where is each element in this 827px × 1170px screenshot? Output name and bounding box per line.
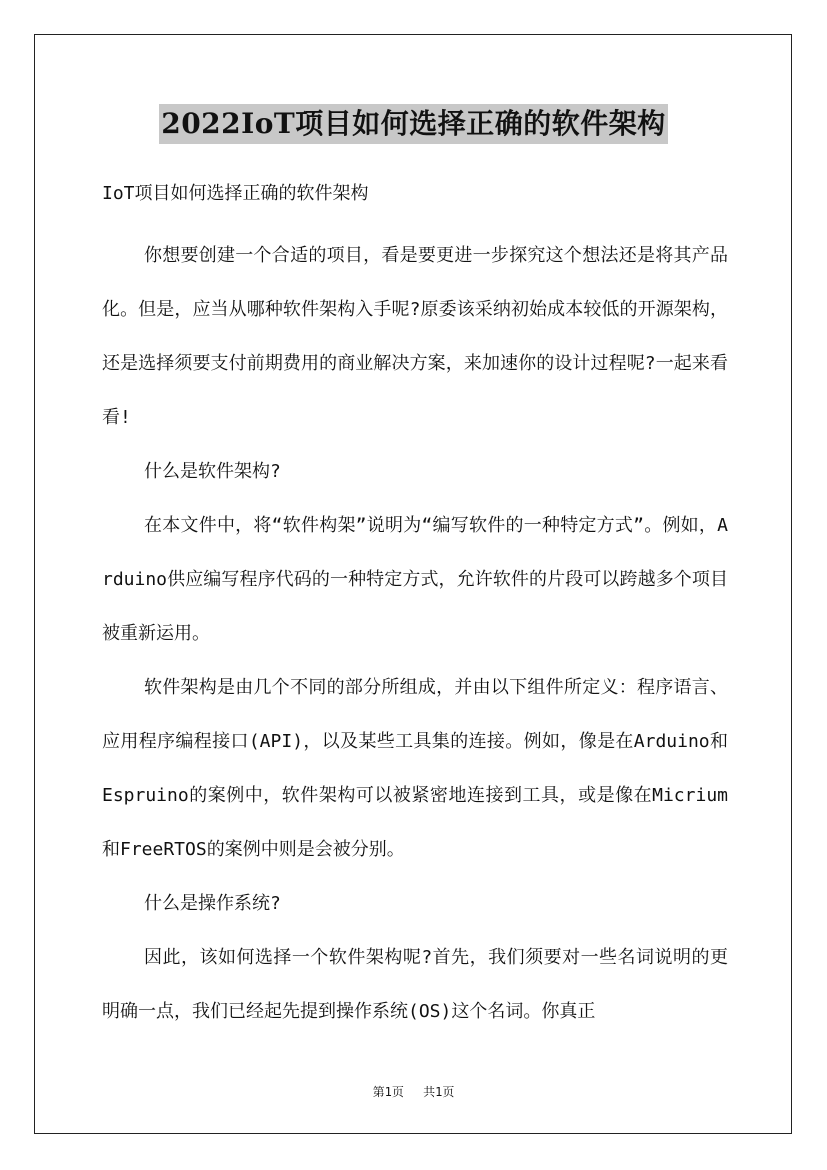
title-container xyxy=(0,104,827,144)
paragraph: 在本文件中，将“软件构架”说明为“编写软件的一种特定方式”。例如，Arduino供应编写程序代码的一种特定方式，允许软件的片段可以跨越多个项目被重新运用。 xyxy=(102,515,728,644)
paragraph: 你想要创建一个合适的项目，看是要更进一步探究这个想法还是将其产品化。但是，应当从哪种软件架构入手呢?原委该采纳初始成本较低的开源架构，还是选择须要支付前期费用的商业解决方案，来加速你的设计过程呢?一起来看看! xyxy=(102,245,728,428)
page-footer xyxy=(0,1083,827,1101)
document-title: 2022IoT项目如何选择正确的软件架构 xyxy=(159,104,668,144)
paragraph: 软件架构是由几个不同的部分所组成，并由以下组件所定义：程序语言、应用程序编程接口(API)，以及某些工具集的连接。例如，像是在Arduino和Espruino的案例中，软件架构可以被紧密地连接到工具，或是像在Micrium和FreeRTOS的案例中则是会被分别。 xyxy=(102,677,728,860)
page-total: 共1页 xyxy=(423,1085,455,1099)
page-number: 第1页 xyxy=(372,1085,404,1099)
section-heading: 什么是操作系统? xyxy=(144,893,281,914)
paragraph: 因此，该如何选择一个软件架构呢?首先，我们须要对一些名词说明的更明确一点，我们已经起先提到操作系统(OS)这个名词。你真正 xyxy=(102,947,728,1022)
document-subtitle: IoT项目如何选择正确的软件架构 xyxy=(102,183,369,204)
document-body xyxy=(102,229,728,1039)
section-heading: 什么是软件架构? xyxy=(144,461,281,482)
